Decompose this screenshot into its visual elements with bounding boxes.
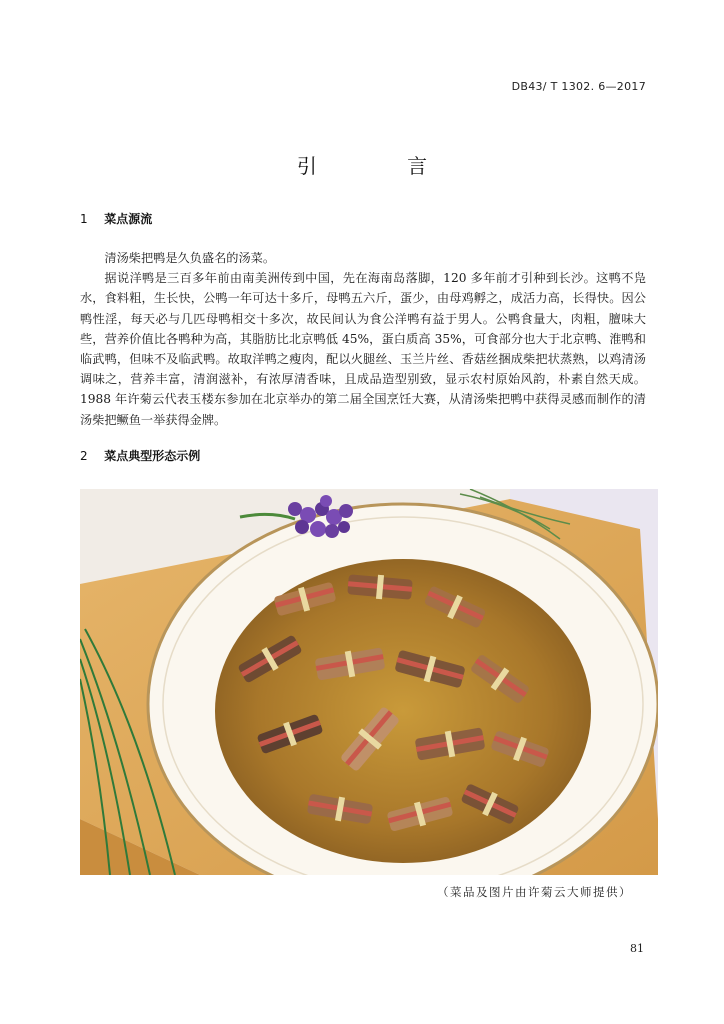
photo-caption: （菜品及图片由许菊云大师提供） (437, 885, 632, 899)
section-1-body (80, 248, 646, 430)
section-1-heading (80, 210, 152, 227)
page-title: 引 言 (296, 154, 470, 178)
paragraph-history: 据说洋鸭是三百多年前由南美洲传到中国，先在海南岛落脚，120 多年前才引种到长沙。这鸭不凫水，食料粗，生长快，公鸭一年可达十多斤，母鸭五六斤，蛋少，由母鸡孵之，成活力高，长得快。因公鸭性淫，每天必与几匹母鸭相交十多次，故民间认为食公洋鸭有益于男人。公鸭食量大，肉粗，膻味大些，营养价值比各鸭种为高，其脂肪比北京鸭低 45%，蛋白质高 35%，可食部分也大于北京鸭、淮鸭和临武鸭，但味不及临武鸭。故取洋鸭之瘦肉，配以火腿丝、玉兰片丝、香菇丝捆成柴把状蒸熟，以鸡清汤调味之，营养丰富，清润滋补，有浓厚清香味，且成品造型别致，显示农村原始风韵，朴素自然天成。1988 年许菊云代表玉楼东参加在北京举办的第二届全国烹饪大赛，从清汤柴把鸭中获得灵感而制作的清汤柴把鳜鱼一举获得金牌。 (80, 271, 646, 427)
dish-photo (80, 489, 658, 875)
section-1-number: 1 (80, 212, 88, 226)
section-2-title: 菜点典型形态示例 (104, 449, 201, 463)
section-2-number: 2 (80, 449, 88, 463)
paragraph-intro: 清汤柴把鸭是久负盛名的汤菜。 (104, 251, 276, 265)
section-2-heading (80, 447, 200, 464)
section-1-title: 菜点源流 (104, 212, 153, 226)
page-number: 81 (630, 942, 644, 955)
standard-code: DB43/ T 1302. 6—2017 (511, 80, 646, 93)
